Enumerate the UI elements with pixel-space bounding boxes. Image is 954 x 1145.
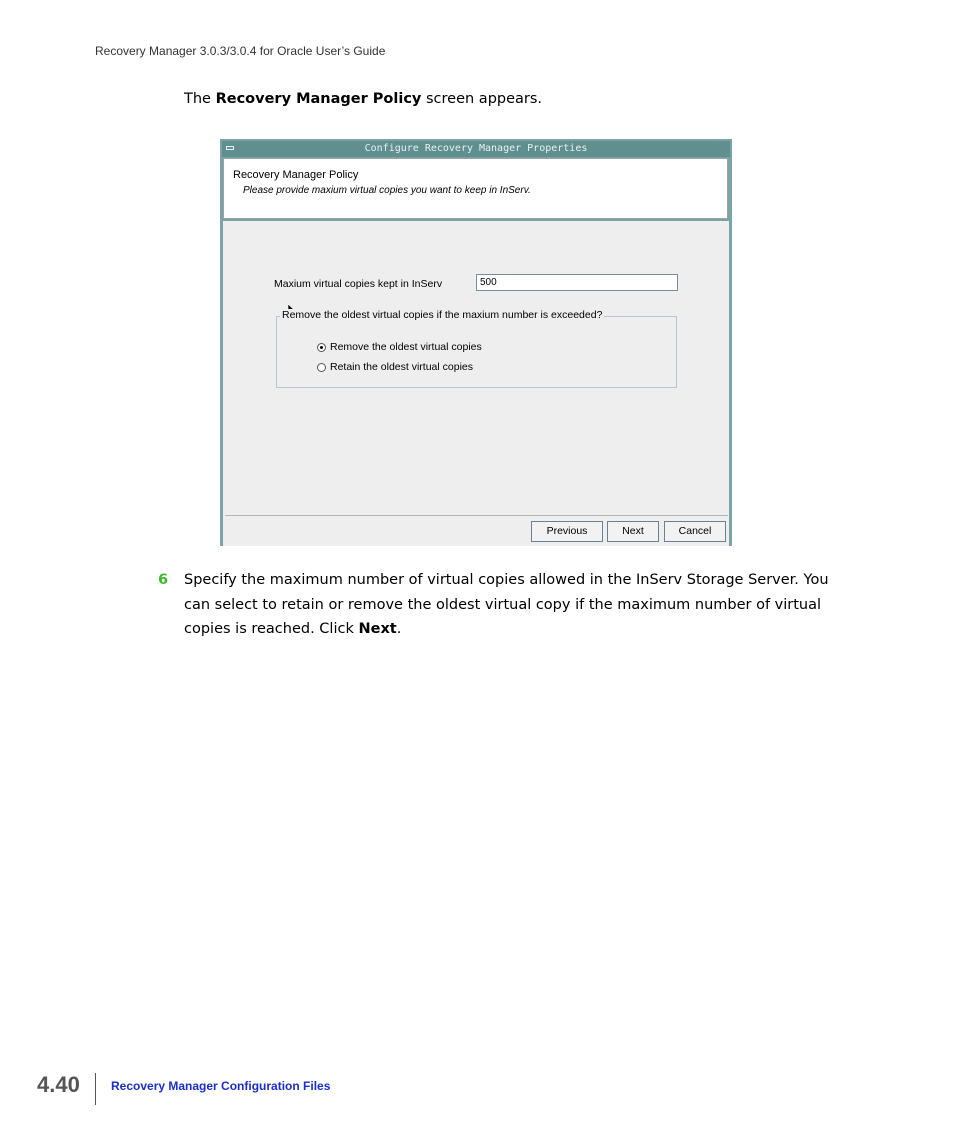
step-body: Specify the maximum number of virtual copies allowed in the InServ Storage Server. You can select to retain or remove the oldest virtual copy if the maximum number of virtual copies is reached. Click xyxy=(184,572,829,637)
radio-retain-oldest[interactable] xyxy=(317,361,473,373)
radio-selected-icon[interactable] xyxy=(317,343,326,352)
cancel-button[interactable]: Cancel xyxy=(664,521,726,542)
radio-remove-label: Remove the oldest virtual copies xyxy=(330,341,482,353)
panel-title: Recovery Manager Policy xyxy=(233,169,359,181)
intro-before: The xyxy=(184,91,216,107)
step-6 xyxy=(158,568,848,642)
intro-paragraph xyxy=(184,91,542,107)
button-separator xyxy=(225,515,728,516)
next-button[interactable]: Next xyxy=(607,521,659,542)
running-header: Recovery Manager 3.0.3/3.0.4 for Oracle User’s Guide xyxy=(95,44,386,58)
dialog-title: Configure Recovery Manager Properties xyxy=(364,143,588,154)
configure-dialog xyxy=(220,139,732,546)
footer-divider xyxy=(95,1073,96,1105)
group-legend: Remove the oldest virtual copies if the maxium number is exceeded? xyxy=(282,309,603,321)
step-bold-next: Next xyxy=(358,621,397,637)
max-copies-input[interactable]: 500 xyxy=(476,274,678,291)
intro-after: screen appears. xyxy=(421,91,543,107)
panel-subtitle: Please provide maxium virtual copies you want to keep in InServ. xyxy=(243,185,531,196)
dialog-titlebar xyxy=(222,141,730,157)
window-menu-icon[interactable] xyxy=(226,146,234,150)
step-number: 6 xyxy=(158,572,169,588)
intro-bold: Recovery Manager Policy xyxy=(215,91,422,107)
dialog-body xyxy=(223,221,729,546)
oldest-copies-group xyxy=(276,309,677,388)
previous-button[interactable]: Previous xyxy=(531,521,603,542)
radio-unselected-icon[interactable] xyxy=(317,363,326,372)
max-copies-label: Maxium virtual copies kept in InServ xyxy=(274,278,443,290)
dialog-header-panel xyxy=(223,158,728,219)
radio-remove-oldest[interactable] xyxy=(317,341,482,353)
step-end: . xyxy=(396,621,402,637)
step-text xyxy=(184,568,848,642)
footer-section-title: Recovery Manager Configuration Files xyxy=(111,1079,331,1093)
radio-retain-label: Retain the oldest virtual copies xyxy=(330,361,473,373)
page-number: 4.40 xyxy=(37,1072,80,1097)
